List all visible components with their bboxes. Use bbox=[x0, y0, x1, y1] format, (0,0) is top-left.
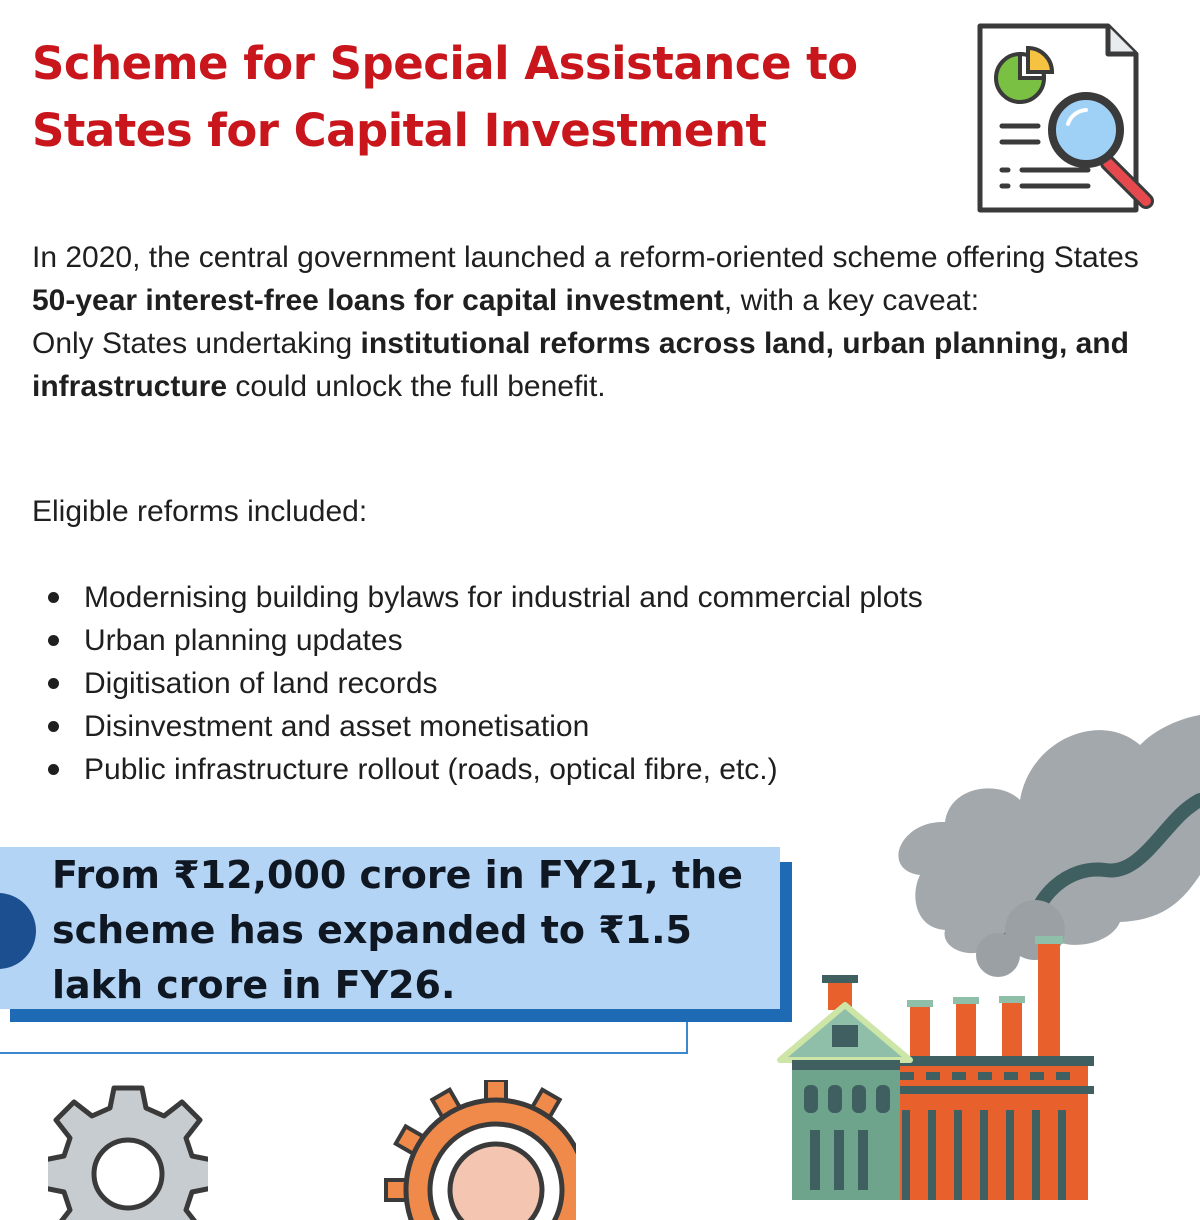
intro-p1-text-2: , with a key caveat: bbox=[723, 284, 980, 317]
highlight-text: From ₹12,000 crore in FY21, the scheme has expanded to ₹1.5 lakh crore in FY26. bbox=[52, 853, 743, 1007]
eligible-heading: Eligible reforms included: bbox=[32, 495, 368, 528]
list-item bbox=[32, 619, 1132, 662]
page-title bbox=[32, 30, 932, 164]
bullet-icon bbox=[48, 635, 59, 646]
cog-icon bbox=[356, 1080, 576, 1220]
list-item bbox=[32, 576, 1132, 619]
intro-p2-text-2: could unlock the full benefit. bbox=[227, 370, 606, 403]
intro-p2-bold: institutional reforms across land, urban planning, and infrastructure bbox=[32, 327, 1129, 403]
gear-icon bbox=[48, 1080, 208, 1220]
intro-p1-text-1: In 2020, the central government launched a reform-oriented scheme offering States bbox=[32, 241, 1139, 274]
title-line-1: Scheme for Special Assistance to bbox=[32, 37, 858, 90]
title-line-2: States for Capital Investment bbox=[32, 104, 767, 157]
bullet-icon bbox=[48, 721, 59, 732]
list-item-label: Urban planning updates bbox=[84, 624, 403, 657]
intro-p2-text-1: Only States undertaking bbox=[32, 327, 361, 360]
list-item-label: Disinvestment and asset monetisation bbox=[84, 710, 590, 743]
factory-illustration bbox=[770, 700, 1200, 1200]
list-item bbox=[32, 662, 1132, 705]
list-item-label: Modernising building bylaws for industrial and commercial plots bbox=[84, 581, 923, 614]
intro-p1-bold: 50-year interest-free loans for capital investment bbox=[32, 284, 724, 317]
document-analysis-icon bbox=[968, 18, 1158, 218]
bullet-icon bbox=[48, 678, 59, 689]
intro-text bbox=[32, 236, 1142, 408]
list-item-label: Public infrastructure rollout (roads, optical fibre, etc.) bbox=[84, 753, 778, 786]
list-item-label: Digitisation of land records bbox=[84, 667, 438, 700]
bullet-icon bbox=[48, 592, 59, 603]
bullet-icon bbox=[48, 764, 59, 775]
